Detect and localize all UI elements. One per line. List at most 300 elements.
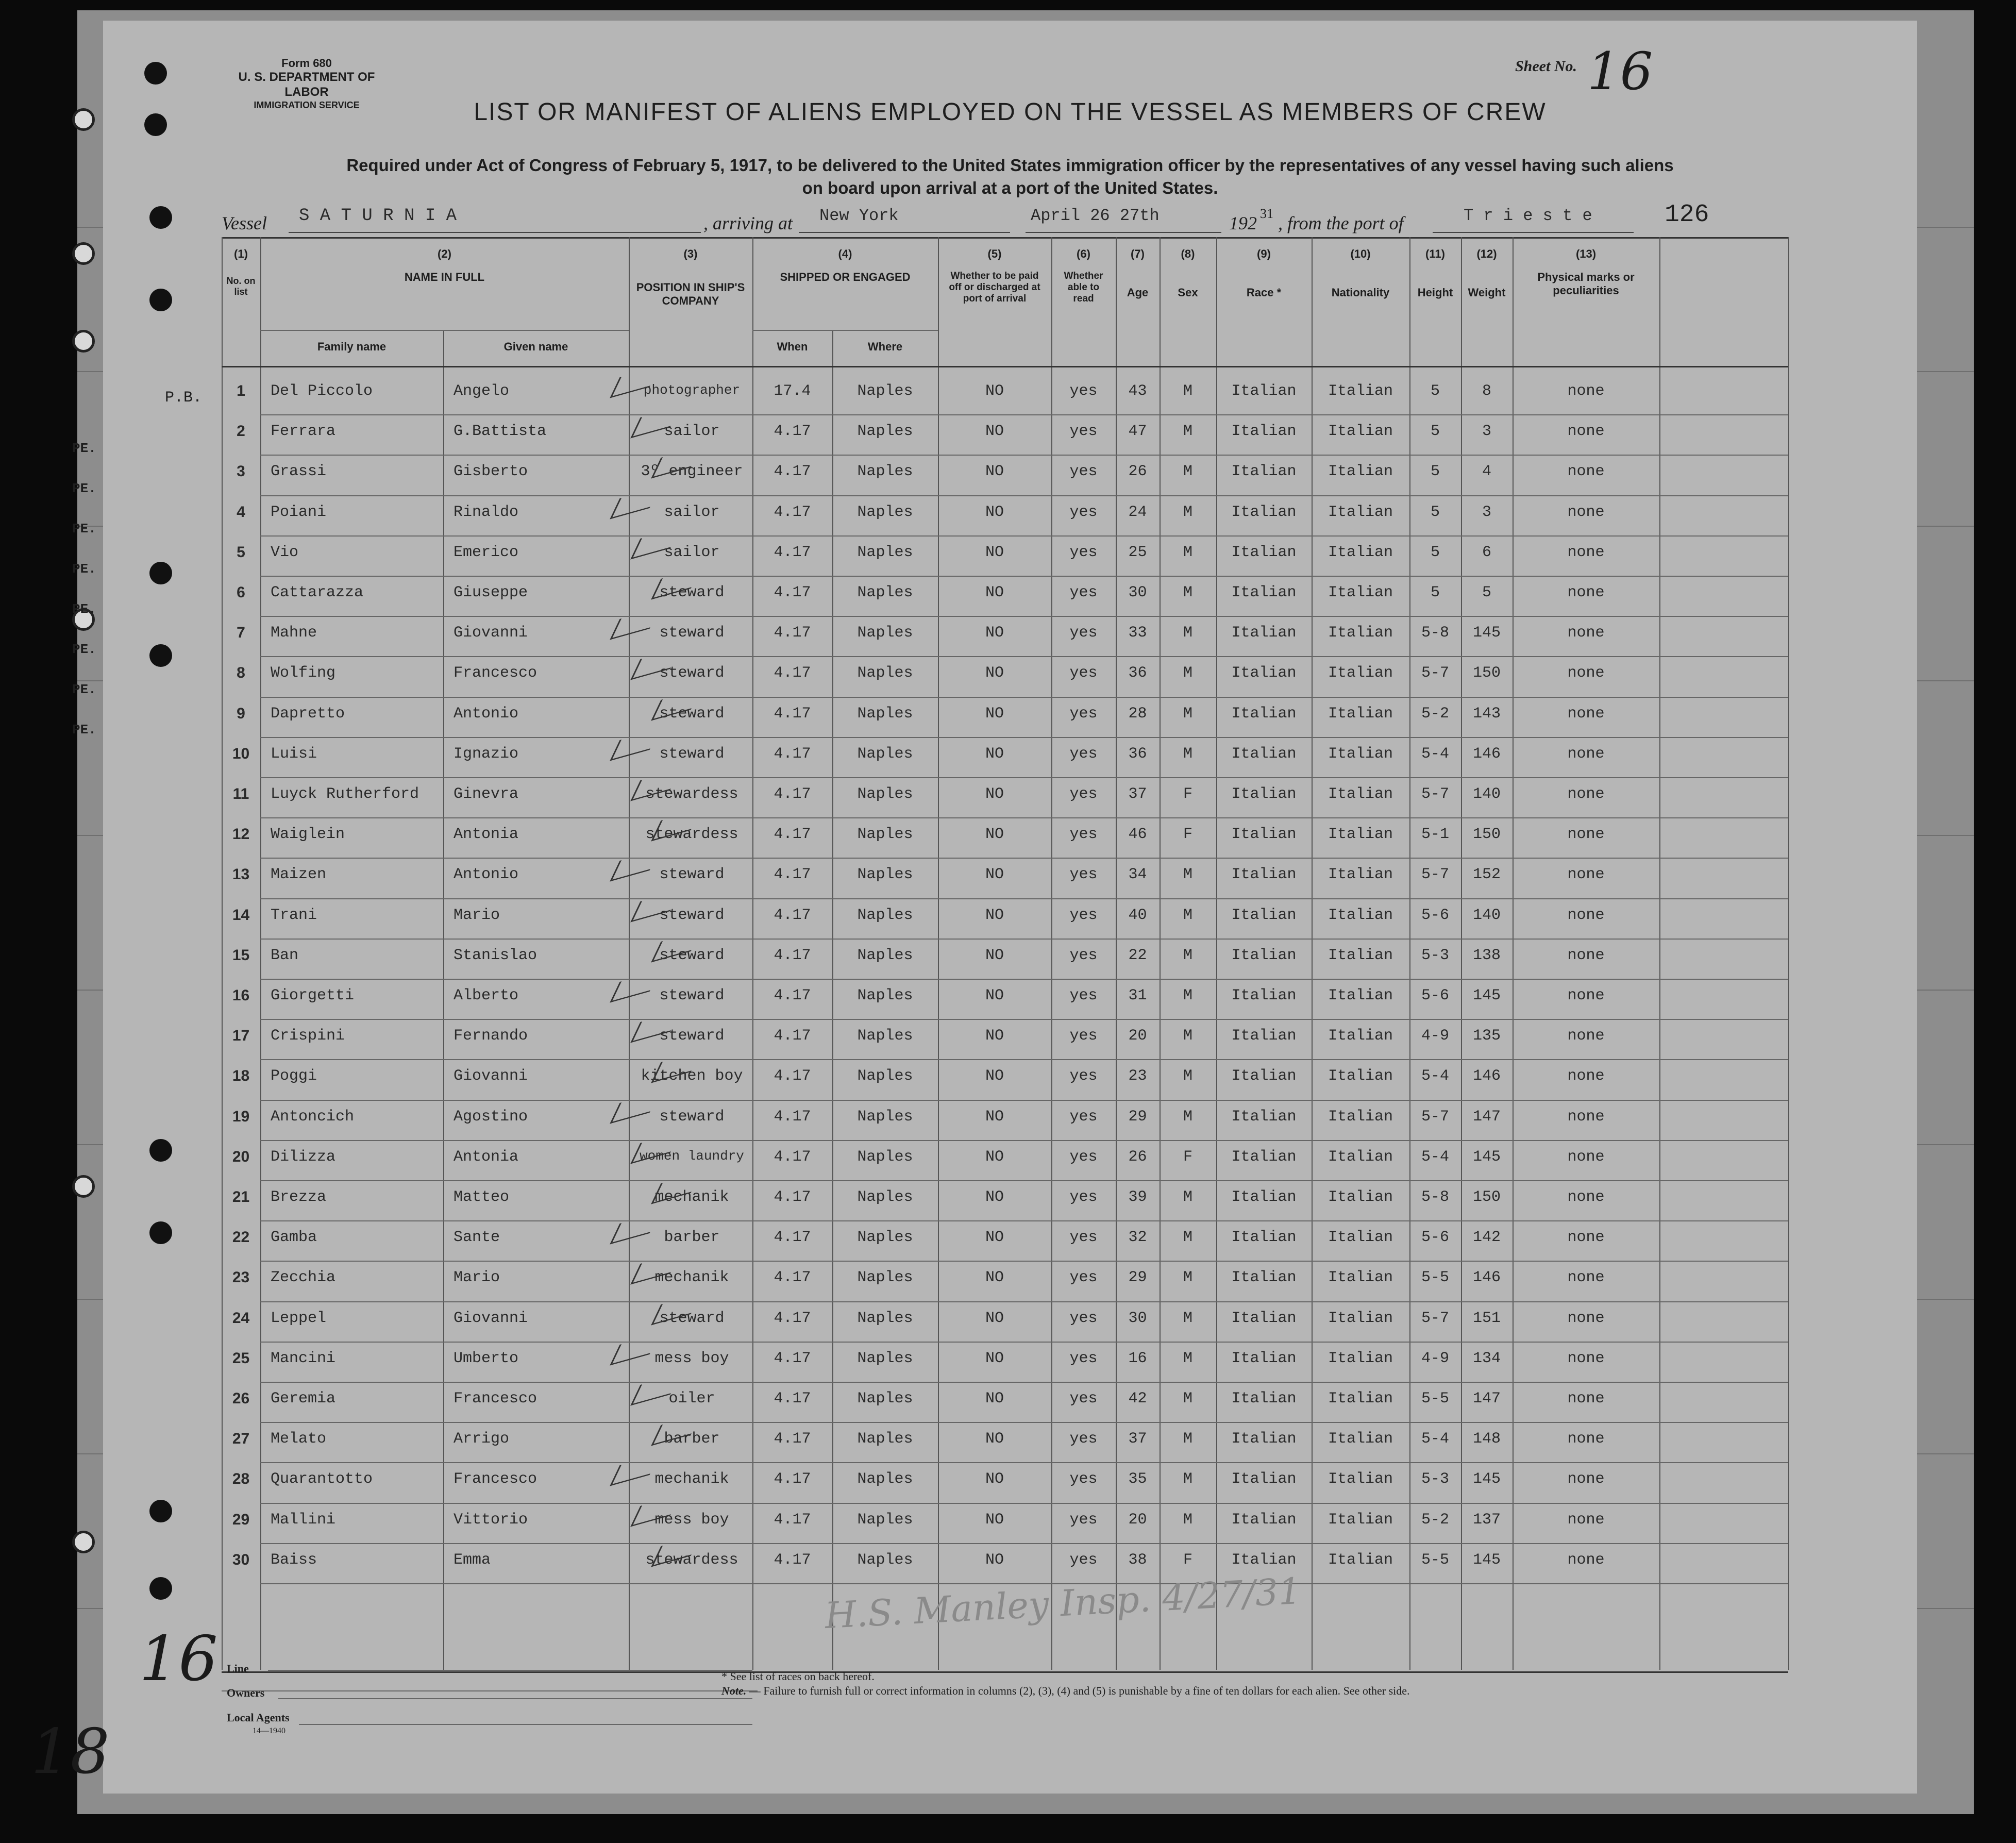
cell-height: 5-8 <box>1421 1188 1449 1206</box>
cell-position: steward <box>659 1027 725 1045</box>
cell-age: 46 <box>1128 826 1147 844</box>
row-rule <box>260 414 1788 415</box>
margin-mark: PE. <box>72 642 96 657</box>
cell-paid: NO <box>985 987 1004 1004</box>
cell-race: Italian <box>1231 423 1297 441</box>
cell-given: Emma <box>453 1551 491 1569</box>
cell-nat: Italian <box>1328 826 1393 844</box>
cell-sex: M <box>1183 503 1192 521</box>
cell-marks: none <box>1567 664 1605 682</box>
cell-paid: NO <box>985 1229 1004 1247</box>
cell-height: 5-2 <box>1421 705 1449 723</box>
cell-marks: none <box>1567 1511 1605 1529</box>
cell-paid: NO <box>985 1551 1004 1569</box>
cell-given: G.Battista <box>453 423 547 441</box>
line-field <box>268 1670 752 1671</box>
cell-no: 12 <box>232 826 250 843</box>
cell-race: Italian <box>1231 826 1297 844</box>
cell-where: Naples <box>857 423 913 441</box>
cell-read: yes <box>1069 1390 1098 1408</box>
cell-age: 30 <box>1128 1309 1147 1327</box>
cell-read: yes <box>1069 946 1098 964</box>
cell-race: Italian <box>1231 785 1297 803</box>
header-rule <box>260 330 629 331</box>
cell-family: Melato <box>271 1430 327 1448</box>
cell-weight: 151 <box>1472 1309 1501 1327</box>
cell-age: 32 <box>1128 1229 1147 1247</box>
cell-nat: Italian <box>1328 1349 1393 1367</box>
row-rule <box>260 616 1788 617</box>
cell-when: 4.17 <box>774 826 811 844</box>
cell-paid: NO <box>985 382 1004 400</box>
subtitle: Required under Act of Congress of February 5, 1917, to be delivered to the United States immigration officer by the representatives of any vessel having such aliens <box>346 156 1674 175</box>
col-header-race: (9) Race * <box>1246 247 1282 299</box>
cell-weight: 150 <box>1472 826 1501 844</box>
hand-sheet-16: 16 <box>139 1623 218 1695</box>
cell-where: Naples <box>857 1390 913 1408</box>
row-rule <box>260 1422 1788 1423</box>
cell-when: 4.17 <box>774 624 811 642</box>
cell-height: 5 <box>1430 584 1440 601</box>
row-rule <box>260 1261 1788 1262</box>
cell-sex: M <box>1183 1188 1192 1206</box>
cell-given: Alberto <box>453 987 519 1004</box>
cell-when: 4.17 <box>774 1027 811 1045</box>
cell-given: Giovanni <box>453 1309 528 1327</box>
date-field <box>1026 206 1221 233</box>
cell-weight: 134 <box>1472 1349 1501 1367</box>
cell-no: 2 <box>237 423 245 440</box>
cell-race: Italian <box>1231 1470 1297 1488</box>
arriving-label: , arriving at <box>703 213 793 233</box>
year-prefix: 192 <box>1229 213 1257 233</box>
cell-height: 5-6 <box>1421 1229 1449 1247</box>
row-rule <box>260 697 1788 698</box>
cell-no: 8 <box>237 664 245 682</box>
cell-height: 5-8 <box>1421 624 1449 642</box>
cell-height: 5-7 <box>1421 785 1449 803</box>
cell-marks: none <box>1567 705 1605 723</box>
cell-when: 4.17 <box>774 1430 811 1448</box>
row-rule <box>260 1140 1788 1141</box>
cell-sex: M <box>1183 1470 1192 1488</box>
cell-weight: 142 <box>1472 1229 1501 1247</box>
cell-sex: M <box>1183 1430 1192 1448</box>
cell-no: 25 <box>232 1349 250 1367</box>
cell-where: Naples <box>857 664 913 682</box>
cell-read: yes <box>1069 1309 1098 1327</box>
owners-field <box>278 1698 752 1699</box>
col-header-shipped: (4) SHIPPED OR ENGAGED <box>780 247 911 284</box>
cell-family: Gamba <box>271 1229 317 1247</box>
cell-height: 5-6 <box>1421 987 1449 1004</box>
cell-no: 15 <box>232 946 250 964</box>
row-rule <box>260 777 1788 778</box>
agents-label: Local Agents <box>227 1711 290 1724</box>
cell-weight: 6 <box>1482 543 1491 561</box>
cell-family: Antoncich <box>271 1108 355 1126</box>
cell-sex: M <box>1183 987 1192 1004</box>
cell-marks: none <box>1567 543 1605 561</box>
cell-when: 4.17 <box>774 866 811 884</box>
cell-given: Rinaldo <box>453 503 519 521</box>
cell-sex: M <box>1183 1309 1192 1327</box>
cell-family: Mancini <box>271 1349 336 1367</box>
cell-where: Naples <box>857 1269 913 1287</box>
cell-given: Stanislao <box>453 946 537 964</box>
cell-position: sailor <box>664 503 720 521</box>
col-header-height: (11) Height <box>1417 247 1453 299</box>
sheet-number: 16 <box>1587 41 1653 102</box>
cell-read: yes <box>1069 1148 1098 1166</box>
cell-given: Francesco <box>453 1390 537 1408</box>
cell-race: Italian <box>1231 1067 1297 1085</box>
cell-weight: 145 <box>1472 1148 1501 1166</box>
cell-height: 5 <box>1430 423 1440 441</box>
cell-where: Naples <box>857 906 913 924</box>
cell-sex: M <box>1183 1229 1192 1247</box>
year-suffix: 31 <box>1260 206 1273 221</box>
punch-hole <box>72 108 95 131</box>
punch-hole <box>149 1500 172 1522</box>
arriving-port: New York <box>819 206 899 225</box>
cell-height: 5-1 <box>1421 826 1449 844</box>
col-header-position: (3) POSITION IN SHIP'S COMPANY <box>636 247 745 307</box>
cell-age: 16 <box>1128 1349 1147 1367</box>
row-rule <box>260 656 1788 657</box>
row-rule <box>260 455 1788 456</box>
cell-no: 11 <box>232 785 249 802</box>
cell-position: barber <box>664 1229 720 1247</box>
cell-where: Naples <box>857 382 913 400</box>
cell-family: Geremia <box>271 1390 336 1408</box>
punch-hole <box>144 62 167 85</box>
cell-weight: 140 <box>1472 906 1501 924</box>
cell-paid: NO <box>985 705 1004 723</box>
cell-age: 30 <box>1128 584 1147 601</box>
cell-when: 4.17 <box>774 584 811 601</box>
cell-no: 26 <box>232 1390 250 1407</box>
cell-weight: 152 <box>1472 866 1501 884</box>
punch-hole <box>72 330 95 353</box>
cell-marks: none <box>1567 1430 1605 1448</box>
form-number: Form 680 <box>281 57 332 70</box>
cell-family: Brezza <box>271 1188 327 1206</box>
cell-paid: NO <box>985 1148 1004 1166</box>
cell-given: Ignazio <box>453 745 519 763</box>
cell-marks: none <box>1567 1108 1605 1126</box>
cell-position: women laundry <box>640 1148 744 1164</box>
cell-given: Mario <box>453 906 500 924</box>
cell-where: Naples <box>857 1229 913 1247</box>
cell-when: 4.17 <box>774 1349 811 1367</box>
row-rule <box>260 1180 1788 1181</box>
cell-position: steward <box>659 705 725 723</box>
cell-race: Italian <box>1231 584 1297 601</box>
cell-nat: Italian <box>1328 1551 1393 1569</box>
cell-paid: NO <box>985 866 1004 884</box>
cell-read: yes <box>1069 1470 1098 1488</box>
vessel-label: Vessel <box>222 213 267 233</box>
cell-no: 9 <box>237 705 245 722</box>
cell-sex: M <box>1183 1269 1192 1287</box>
cell-nat: Italian <box>1328 1269 1393 1287</box>
cell-age: 28 <box>1128 705 1147 723</box>
row-rule <box>260 576 1788 577</box>
cell-age: 42 <box>1128 1390 1147 1408</box>
col-header-name: (2) NAME IN FULL <box>404 247 485 284</box>
cell-read: yes <box>1069 423 1098 441</box>
cell-nat: Italian <box>1328 705 1393 723</box>
cell-nat: Italian <box>1328 1511 1393 1529</box>
cell-read: yes <box>1069 1349 1098 1367</box>
cell-weight: 148 <box>1472 1430 1501 1448</box>
cell-given: Giovanni <box>453 1067 528 1085</box>
cell-paid: NO <box>985 423 1004 441</box>
cell-weight: 145 <box>1472 1470 1501 1488</box>
cell-given: Umberto <box>453 1349 519 1367</box>
cell-where: Naples <box>857 1309 913 1327</box>
cell-given: Vittorio <box>453 1511 528 1529</box>
cell-given: Agostino <box>453 1108 528 1126</box>
cell-no: 14 <box>232 906 250 924</box>
cell-when: 4.17 <box>774 1067 811 1085</box>
cell-position: 3º engineer <box>641 463 743 481</box>
cell-where: Naples <box>857 463 913 481</box>
cell-weight: 145 <box>1472 1551 1501 1569</box>
cell-sex: M <box>1183 1390 1192 1408</box>
cell-where: Naples <box>857 1188 913 1206</box>
cell-height: 5-4 <box>1421 1430 1449 1448</box>
cell-height: 5-4 <box>1421 745 1449 763</box>
cell-where: Naples <box>857 745 913 763</box>
cell-nat: Italian <box>1328 1108 1393 1126</box>
cell-marks: none <box>1567 584 1605 601</box>
cell-nat: Italian <box>1328 543 1393 561</box>
cell-read: yes <box>1069 705 1098 723</box>
cell-sex: M <box>1183 463 1192 481</box>
row-rule <box>260 495 1788 496</box>
cell-given: Matteo <box>453 1188 510 1206</box>
cell-weight: 145 <box>1472 987 1501 1004</box>
cell-where: Naples <box>857 705 913 723</box>
cell-height: 5-5 <box>1421 1390 1449 1408</box>
cell-given: Gisberto <box>453 463 528 481</box>
cell-given: Giuseppe <box>453 584 528 601</box>
cell-weight: 138 <box>1472 946 1501 964</box>
cell-when: 4.17 <box>774 1269 811 1287</box>
cell-read: yes <box>1069 624 1098 642</box>
cell-paid: NO <box>985 1430 1004 1448</box>
cell-no: 29 <box>232 1511 250 1528</box>
cell-when: 4.17 <box>774 463 811 481</box>
cell-height: 5-5 <box>1421 1269 1449 1287</box>
cell-weight: 140 <box>1472 785 1501 803</box>
cell-given: Emerico <box>453 543 519 561</box>
cell-no: 23 <box>232 1269 250 1286</box>
cell-nat: Italian <box>1328 1390 1393 1408</box>
cell-sex: M <box>1183 1349 1192 1367</box>
cell-weight: 5 <box>1482 584 1491 601</box>
row-rule <box>260 898 1788 899</box>
cell-where: Naples <box>857 1470 913 1488</box>
cell-weight: 135 <box>1472 1027 1501 1045</box>
sheet-number-label: Sheet No. <box>1515 58 1577 75</box>
cell-family: Grassi <box>271 463 327 481</box>
col-header-sex: (8) Sex <box>1178 247 1198 299</box>
cell-where: Naples <box>857 1148 913 1166</box>
cell-read: yes <box>1069 1229 1098 1247</box>
cell-age: 37 <box>1128 1430 1147 1448</box>
column-rule <box>260 237 261 1670</box>
cell-position: barber <box>664 1430 720 1448</box>
cell-marks: none <box>1567 745 1605 763</box>
cell-marks: none <box>1567 1309 1605 1327</box>
cell-family: Leppel <box>271 1309 327 1327</box>
cell-read: yes <box>1069 1551 1098 1569</box>
cell-family: Vio <box>271 543 299 561</box>
cell-race: Italian <box>1231 866 1297 884</box>
cell-sex: M <box>1183 705 1192 723</box>
cell-age: 47 <box>1128 423 1147 441</box>
cell-given: Antonio <box>453 705 519 723</box>
cell-age: 38 <box>1128 1551 1147 1569</box>
cell-height: 5-4 <box>1421 1067 1449 1085</box>
cell-position: mechanik <box>654 1269 729 1287</box>
from-field <box>1433 206 1634 233</box>
cell-when: 4.17 <box>774 503 811 521</box>
col-header-nationality: (10) Nationality <box>1331 247 1390 299</box>
cell-given: Arrigo <box>453 1430 510 1448</box>
cell-when: 4.17 <box>774 1390 811 1408</box>
cell-read: yes <box>1069 1269 1098 1287</box>
cell-marks: none <box>1567 1390 1605 1408</box>
cell-race: Italian <box>1231 1027 1297 1045</box>
punch-hole <box>149 1139 172 1162</box>
cell-read: yes <box>1069 1027 1098 1045</box>
cell-where: Naples <box>857 1067 913 1085</box>
department: U. S. DEPARTMENT OF LABOR <box>238 70 375 99</box>
cell-race: Italian <box>1231 906 1297 924</box>
cell-position: stewardess <box>645 785 738 803</box>
cell-no: 17 <box>232 1027 250 1045</box>
cell-position: mechanik <box>654 1188 729 1206</box>
margin-mark: PE. <box>72 481 96 496</box>
cell-race: Italian <box>1231 946 1297 964</box>
cell-sex: M <box>1183 543 1192 561</box>
cell-where: Naples <box>857 785 913 803</box>
cell-weight: 3 <box>1482 423 1491 441</box>
cell-nat: Italian <box>1328 906 1393 924</box>
arrival-date: April 26 27th <box>1031 206 1160 225</box>
margin-mark: PE. <box>72 601 96 617</box>
cell-marks: none <box>1567 866 1605 884</box>
cell-position: stewardess <box>645 826 738 844</box>
cell-weight: 8 <box>1482 382 1491 400</box>
cell-age: 20 <box>1128 1027 1147 1045</box>
cell-sex: M <box>1183 946 1192 964</box>
owners-label: Owners <box>227 1686 265 1699</box>
cell-age: 43 <box>1128 382 1147 400</box>
cell-given: Angelo <box>453 382 510 400</box>
cell-family: Crispini <box>271 1027 345 1045</box>
cell-read: yes <box>1069 785 1098 803</box>
page-title: LIST OR MANIFEST OF ALIENS EMPLOYED ON THE VESSEL AS MEMBERS OF CREW <box>474 98 1547 126</box>
cell-paid: NO <box>985 826 1004 844</box>
cell-no: 5 <box>237 543 245 561</box>
cell-weight: 143 <box>1472 705 1501 723</box>
cell-position: steward <box>659 745 725 763</box>
cell-family: Dilizza <box>271 1148 336 1166</box>
col-header-read: (6) Whether able to read <box>1064 247 1103 304</box>
cell-family: Luyck Rutherford <box>271 785 419 803</box>
cell-family: Ban <box>271 946 299 964</box>
cell-when: 4.17 <box>774 1148 811 1166</box>
cell-weight: 150 <box>1472 664 1501 682</box>
punch-hole <box>149 1221 172 1244</box>
cell-nat: Italian <box>1328 1067 1393 1085</box>
punch-hole <box>149 289 172 311</box>
cell-family: Cattarazza <box>271 584 364 601</box>
cell-sex: M <box>1183 866 1192 884</box>
cell-family: Wolfing <box>271 664 336 682</box>
cell-when: 4.17 <box>774 664 811 682</box>
cell-weight: 137 <box>1472 1511 1501 1529</box>
cell-when: 4.17 <box>774 1511 811 1529</box>
cell-height: 5-5 <box>1421 1551 1449 1569</box>
cell-read: yes <box>1069 503 1098 521</box>
cell-height: 5-2 <box>1421 1511 1449 1529</box>
cell-no: 22 <box>232 1229 250 1246</box>
cell-weight: 147 <box>1472 1108 1501 1126</box>
punch-hole <box>72 242 95 265</box>
cell-nat: Italian <box>1328 503 1393 521</box>
cell-paid: NO <box>985 1027 1004 1045</box>
cell-read: yes <box>1069 987 1098 1004</box>
cell-age: 24 <box>1128 503 1147 521</box>
cell-race: Italian <box>1231 664 1297 682</box>
cell-read: yes <box>1069 463 1098 481</box>
cell-nat: Italian <box>1328 745 1393 763</box>
cell-family: Zecchia <box>271 1269 336 1287</box>
margin-mark: PE. <box>72 722 96 738</box>
cell-marks: none <box>1567 1148 1605 1166</box>
cell-where: Naples <box>857 1349 913 1367</box>
cell-read: yes <box>1069 906 1098 924</box>
cell-nat: Italian <box>1328 1229 1393 1247</box>
subhead-where: Where <box>867 340 903 353</box>
cell-family: Ferrara <box>271 423 336 441</box>
cell-height: 5 <box>1430 463 1440 481</box>
cell-when: 4.17 <box>774 987 811 1004</box>
cell-read: yes <box>1069 1511 1098 1529</box>
cell-age: 25 <box>1128 543 1147 561</box>
cell-family: Luisi <box>271 745 317 763</box>
row-rule <box>260 1503 1788 1504</box>
cell-age: 26 <box>1128 1148 1147 1166</box>
cell-weight: 146 <box>1472 745 1501 763</box>
cell-nat: Italian <box>1328 1430 1393 1448</box>
header-rule <box>222 366 1788 367</box>
cell-race: Italian <box>1231 1309 1297 1327</box>
cell-no: 6 <box>237 584 245 601</box>
cell-marks: none <box>1567 826 1605 844</box>
cell-family: Poggi <box>271 1067 317 1085</box>
cell-race: Italian <box>1231 705 1297 723</box>
cell-nat: Italian <box>1328 946 1393 964</box>
cell-sex: F <box>1183 785 1192 803</box>
cell-weight: 146 <box>1472 1067 1501 1085</box>
